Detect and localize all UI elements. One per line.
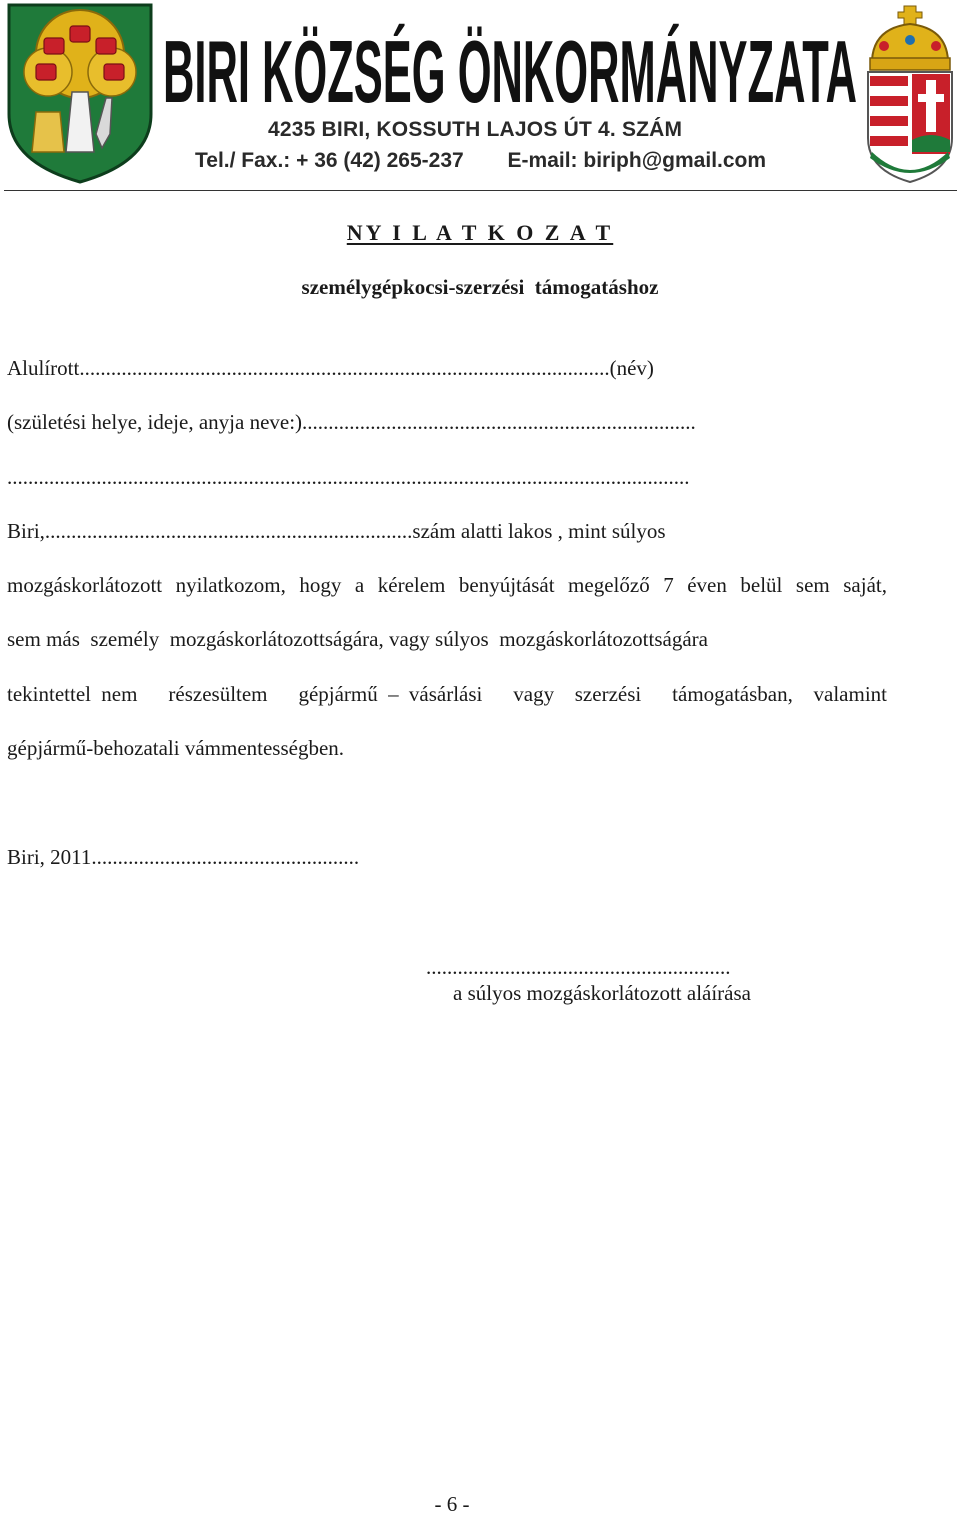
body-line-declaration-2: sem más személy mozgáskorlátozottságára, vagy súlyos mozgáskorlátozottságára <box>7 627 708 651</box>
body-line-declaration: mozgáskorlátozott nyilatkozom, hogy a kérelem benyújtását megelőző 7 éven belül sem saját, <box>7 573 887 597</box>
organization-contact <box>195 149 766 173</box>
body-line-address: Biri,......................................................................szám alatti lakos , mint súlyos <box>7 519 666 543</box>
body-line-name: Alulírott.....................................................................................................(név) <box>7 356 654 380</box>
signature-line: .......................................................... <box>426 955 731 979</box>
header-divider <box>4 190 957 191</box>
letterhead <box>0 0 960 192</box>
organization-name <box>163 10 859 110</box>
body-line-declaration-3: tekintettel nem részesültem gépjármű – vásárlási vagy szerzési támogatásban, valamint <box>7 682 887 706</box>
organization-address: 4235 BIRI, KOSSUTH LAJOS ÚT 4. SZÁM <box>268 118 683 141</box>
hungarian-coat-of-arms-icon <box>864 2 956 184</box>
body-line-birth: (születési helye, ideje, anyja neve:)........................................................................... <box>7 410 696 434</box>
document-title: NY I L A T K O Z A T <box>346 220 614 245</box>
date-line: Biri, 2011................................................... <box>7 845 360 869</box>
signature-label: a súlyos mozgáskorlátozott aláírása <box>453 981 751 1005</box>
body-line-declaration-4: gépjármű-behozatali vámmentességben. <box>7 736 345 760</box>
body-line-continuation: .................................................................................................................................. <box>7 465 690 489</box>
organization-name-text: BIRI KÖZSÉG ÖNKORMÁNYZATA <box>163 22 857 110</box>
email-address: E-mail: biriph@gmail.com <box>507 149 767 172</box>
document-subtitle: személygépkocsi-szerzési támogatáshoz <box>301 275 659 299</box>
phone-fax: Tel./ Fax.: + 36 (42) 265-237 <box>195 149 464 172</box>
page-number: - 6 - <box>434 1492 470 1516</box>
village-coat-of-arms-icon <box>6 2 154 184</box>
